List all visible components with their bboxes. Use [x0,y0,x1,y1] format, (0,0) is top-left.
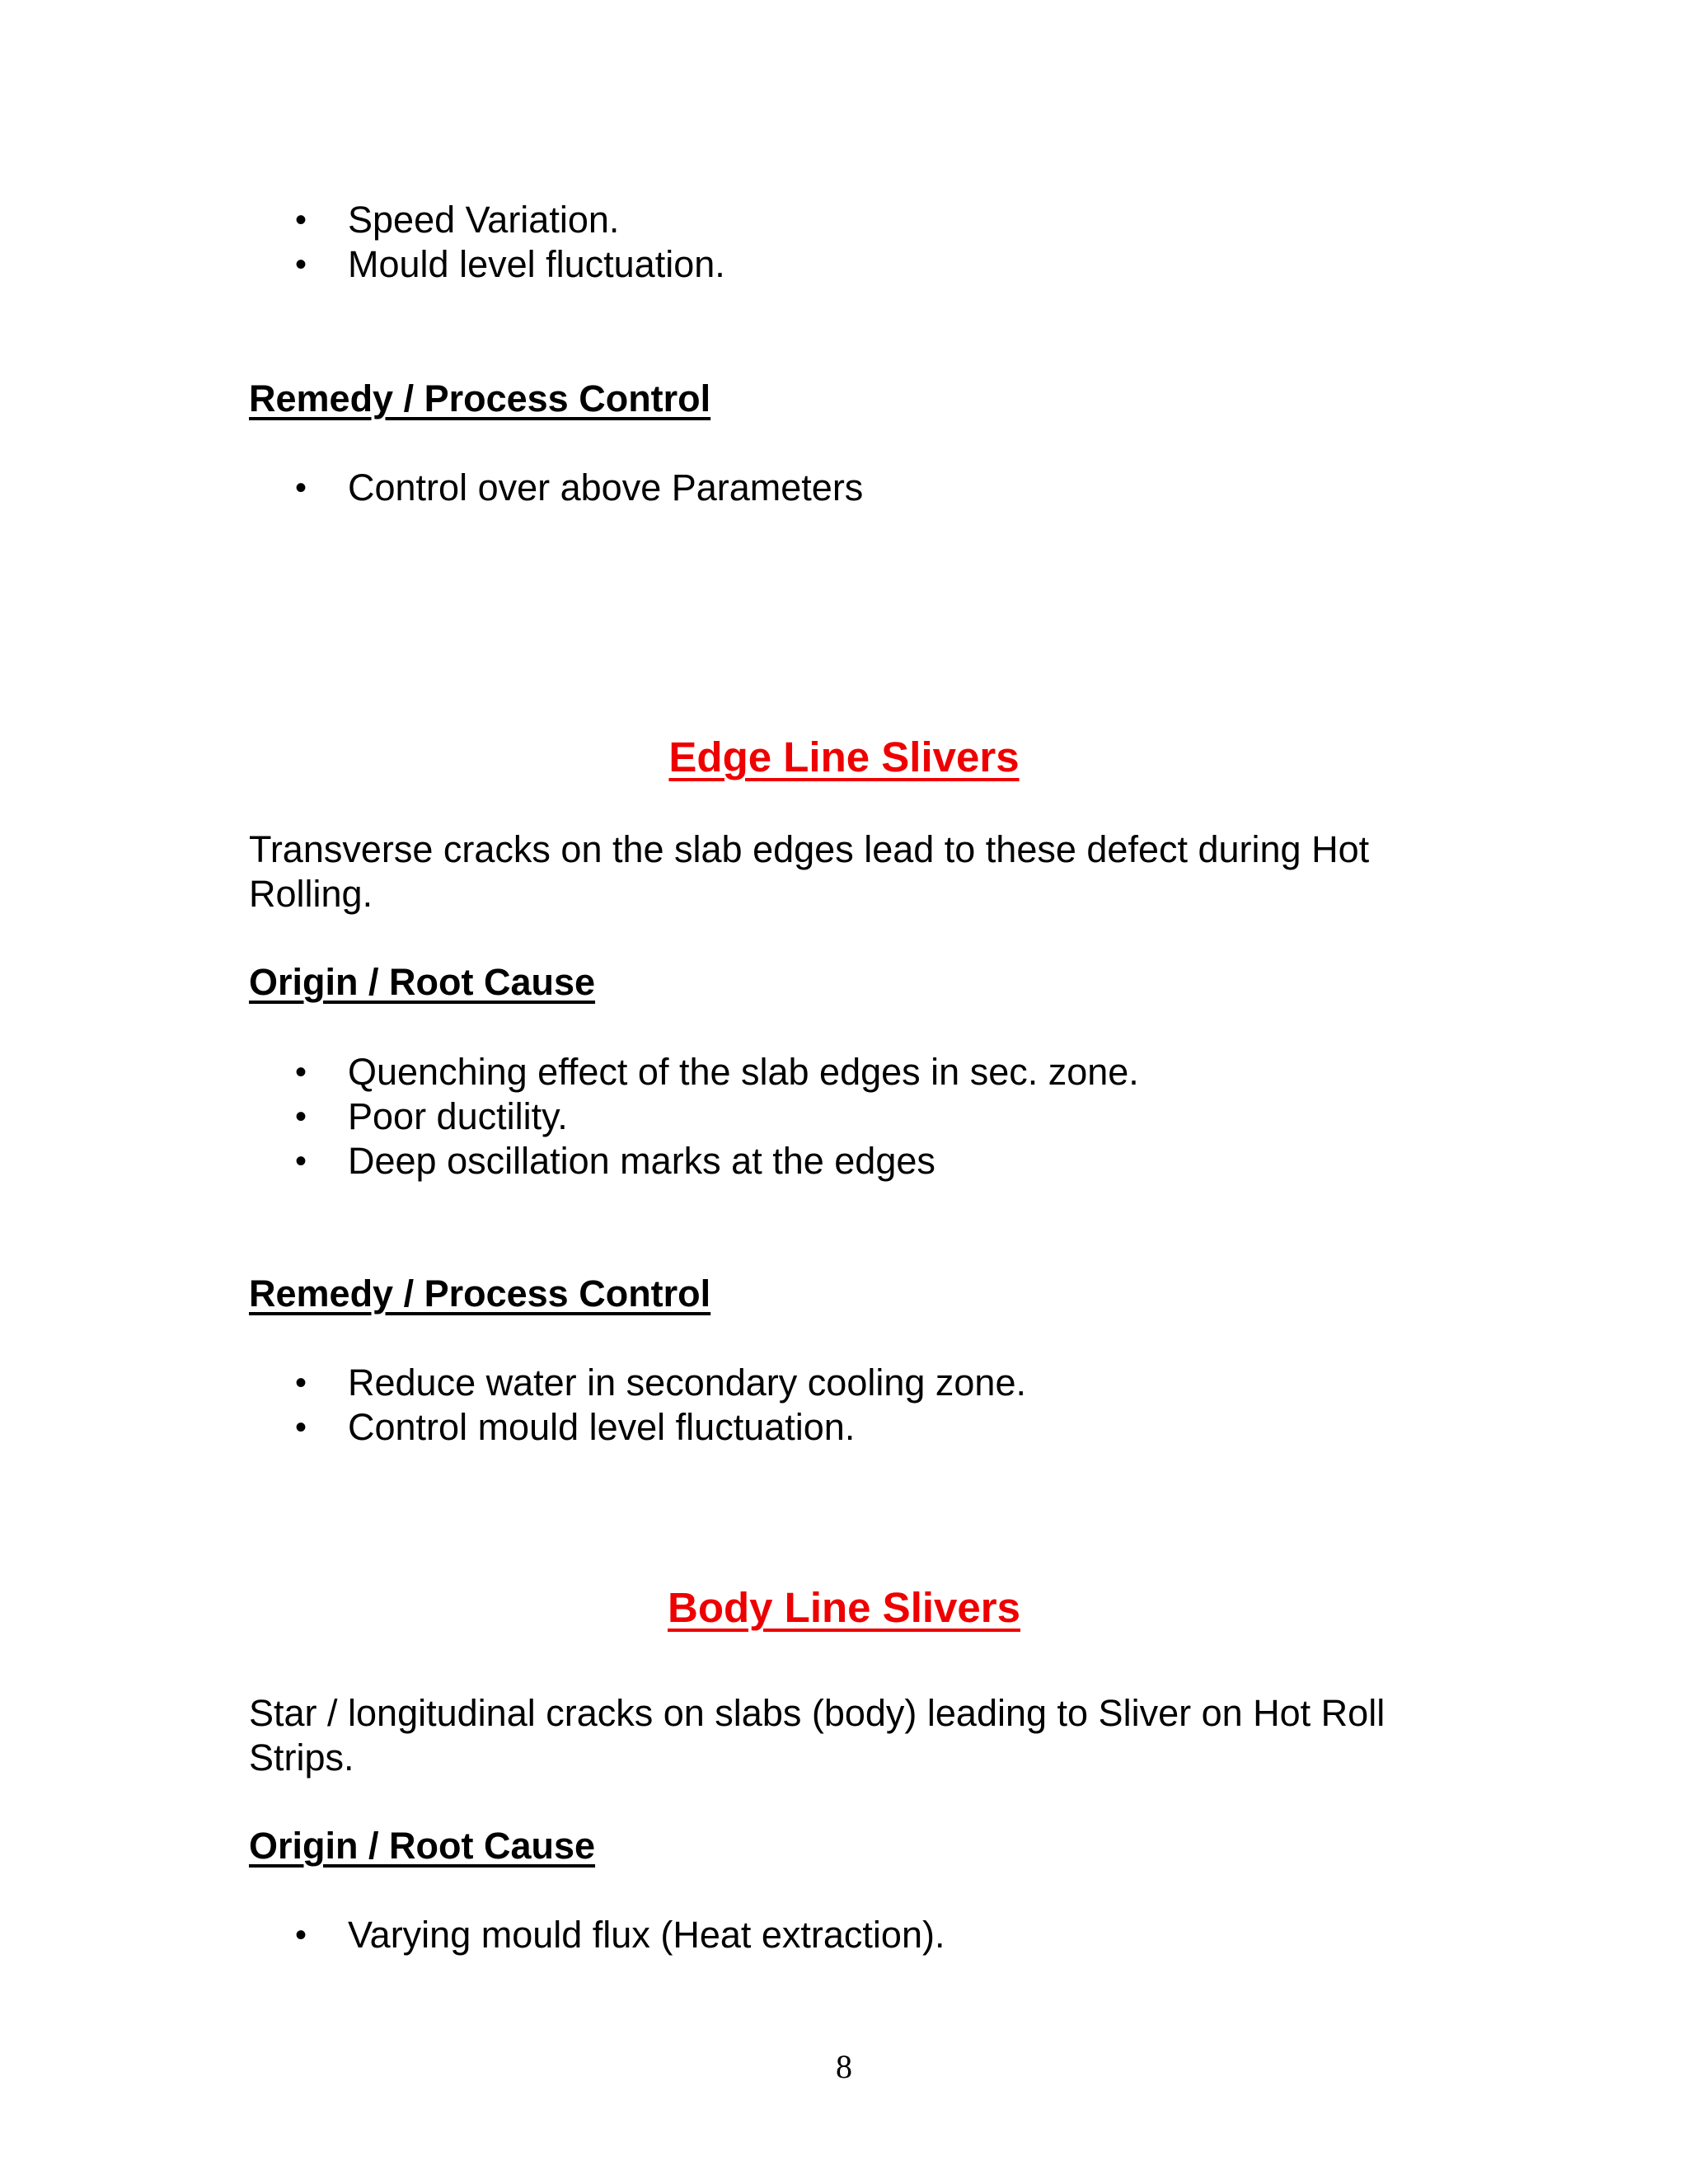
list-item-text: Control over above Parameters [348,466,864,509]
list-item-text: Deep oscillation marks at the edges [348,1140,935,1182]
remedy-heading: Remedy / Process Control [249,1272,711,1315]
section-description: Transverse cracks on the slab edges lead to these defect during Hot Rolling. [249,828,1370,915]
origin-heading: Origin / Root Cause [249,961,596,1003]
bullet-icon: • [295,470,307,506]
section-description: Star / longitudinal cracks on slabs (body) leading to Sliver on Hot Roll Strips. [249,1692,1386,1779]
section-title-edge-line-slivers: Edge Line Slivers [668,733,1020,780]
list-item-text: Mould level fluctuation. [348,243,725,285]
bullet-icon: • [295,202,307,238]
bullet-icon: • [295,1099,307,1135]
list-item-text: Reduce water in secondary cooling zone. [348,1361,1026,1404]
list-item-text: Quenching effect of the slab edges in sec. zone. [348,1051,1139,1093]
section-title-body-line-slivers: Body Line Slivers [668,1584,1020,1631]
list-item-text: Speed Variation. [348,199,620,241]
bullet-icon: • [295,1409,307,1446]
list-item-text: Varying mould flux (Heat extraction). [348,1914,945,1956]
bullet-icon: • [295,1365,307,1401]
bullet-icon: • [295,1143,307,1179]
origin-heading: Origin / Root Cause [249,1825,596,1867]
list-item-text: Poor ductility. [348,1095,568,1137]
bullet-icon: • [295,1917,307,1953]
list-item-text: Control mould level fluctuation. [348,1406,856,1448]
remedy-heading: Remedy / Process Control [249,377,711,419]
bullet-icon: • [295,246,307,283]
bullet-icon: • [295,1054,307,1090]
page-number: 8 [836,2048,852,2085]
